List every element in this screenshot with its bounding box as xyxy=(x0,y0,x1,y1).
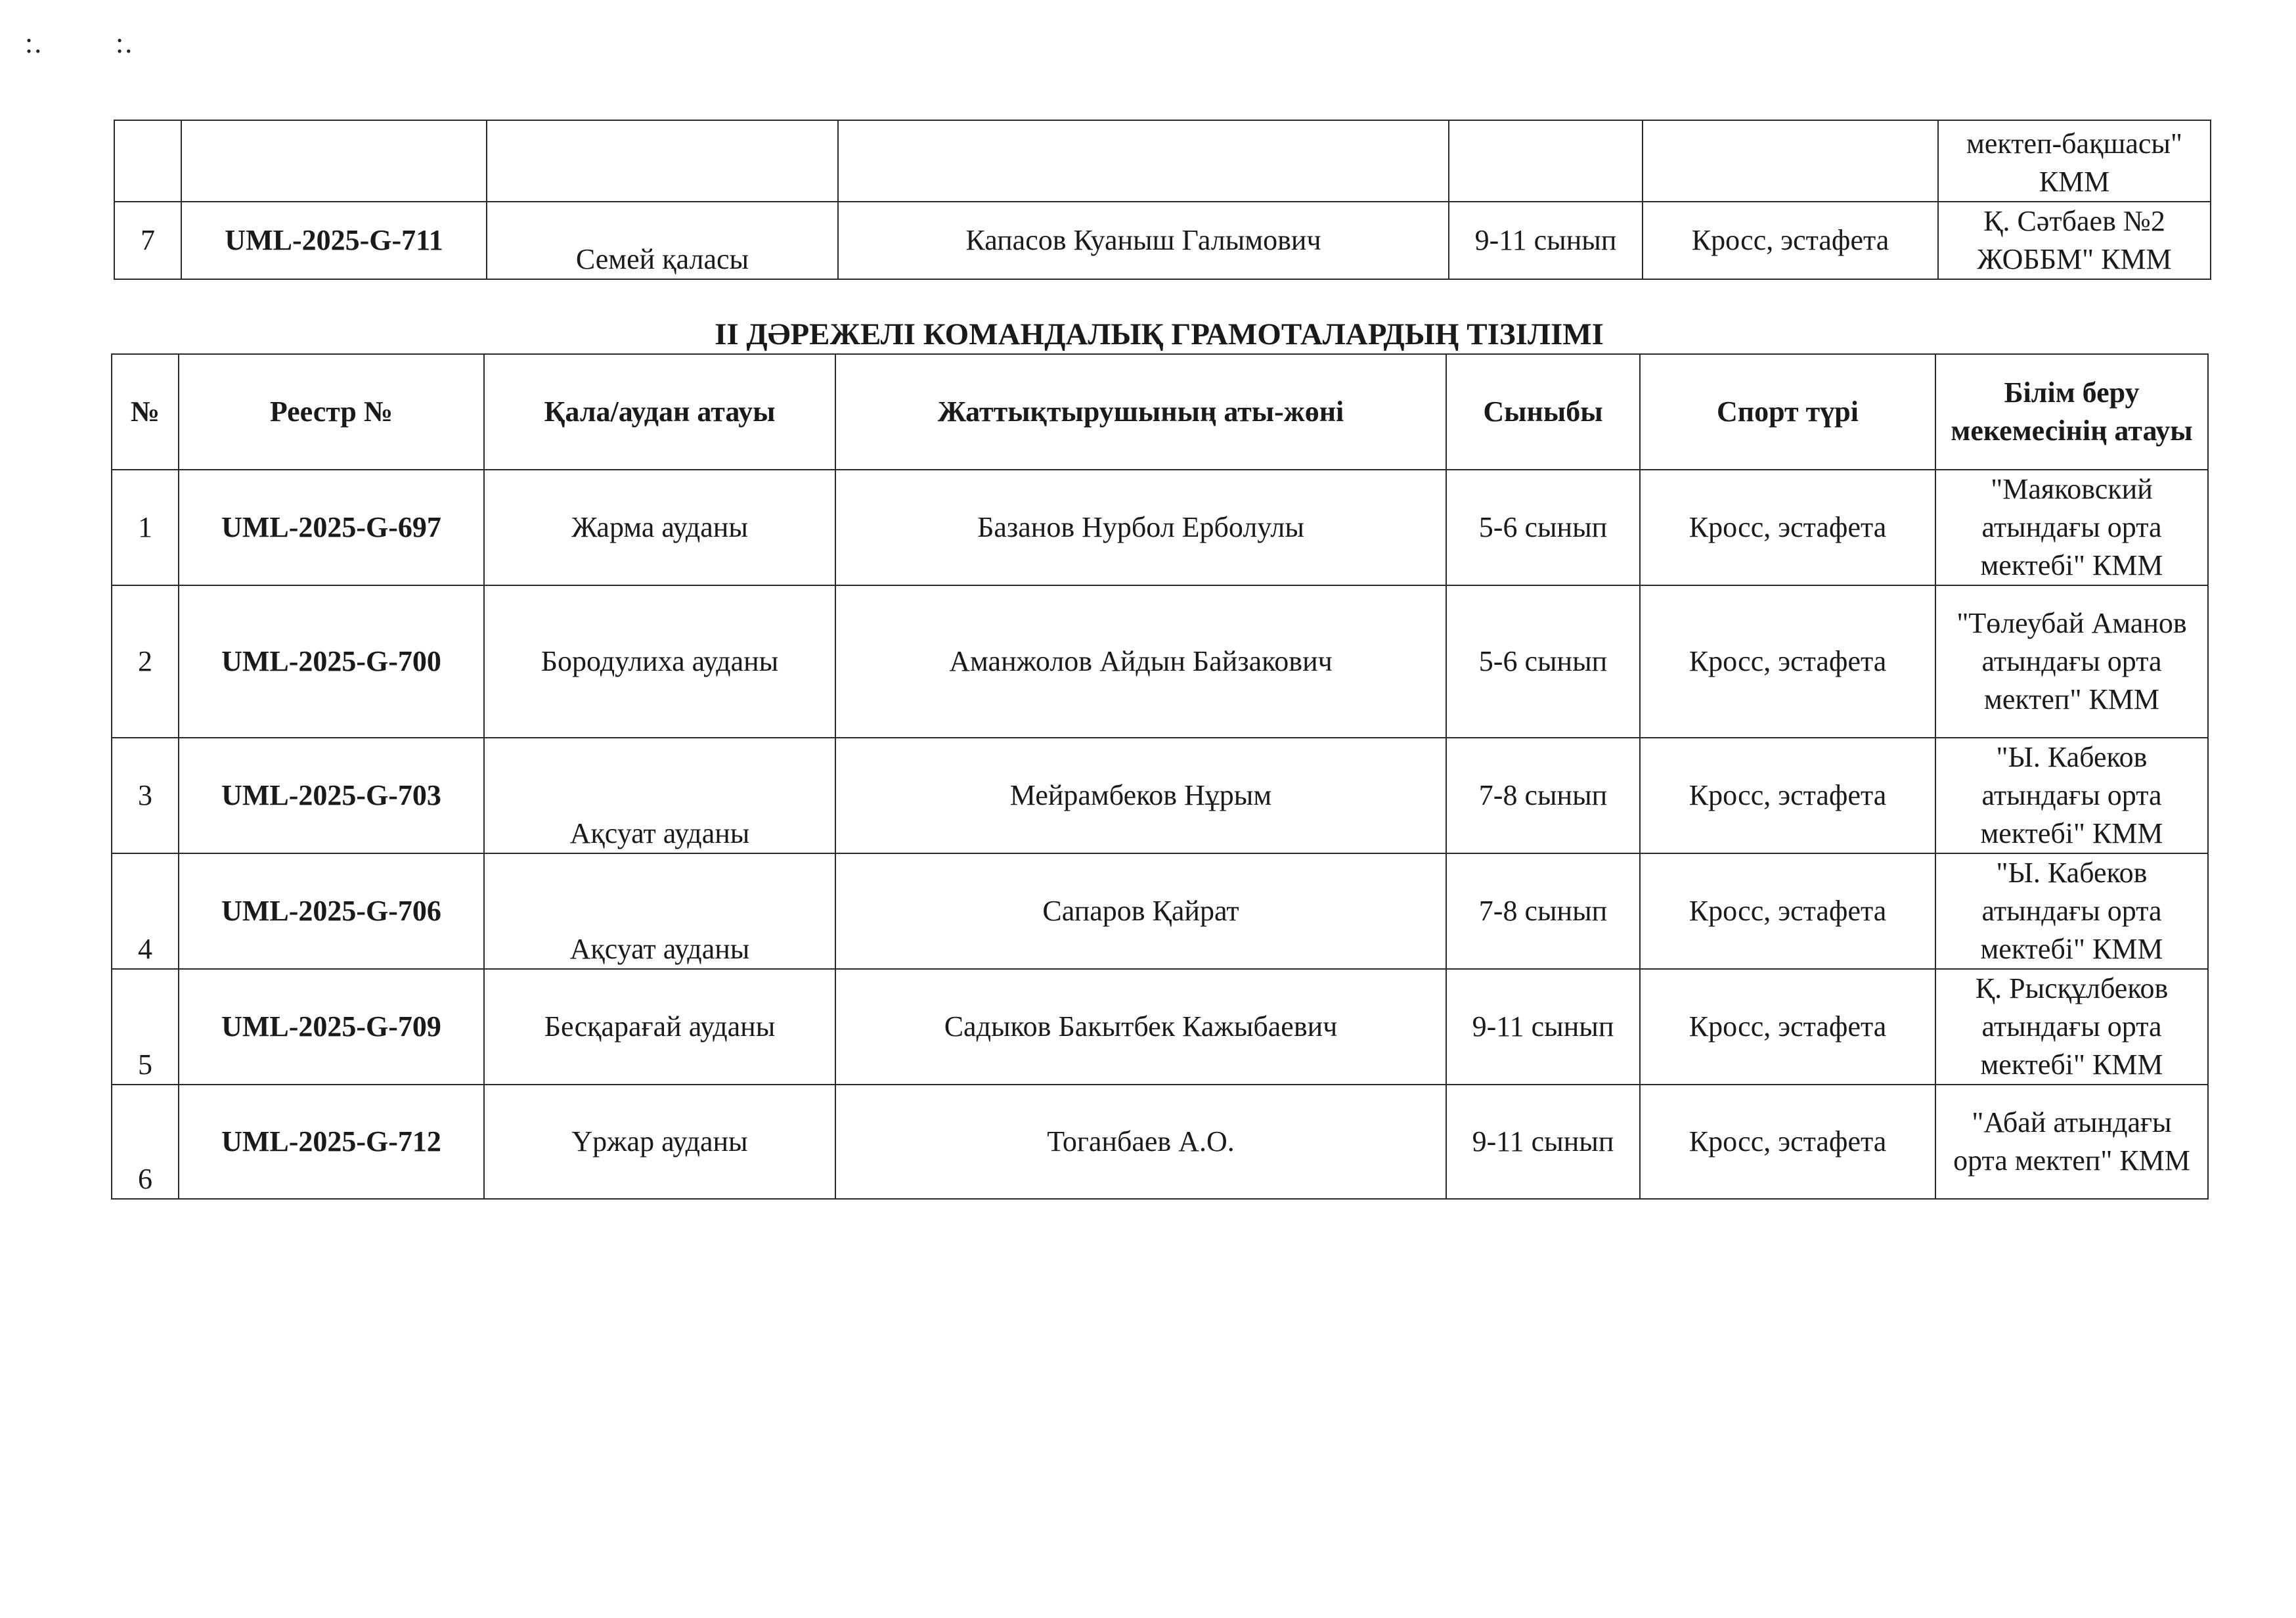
cell-sport: Кросс, эстафета xyxy=(1640,1085,1935,1199)
cell-grade: 5-6 сынып xyxy=(1446,470,1640,585)
cell-registry: UML-2025-G-703 xyxy=(179,738,484,853)
cell-district: Семей қаласы xyxy=(487,202,838,279)
cell-school: "Төлеубай Аманов атындағы орта мектеп" КММ xyxy=(1935,585,2208,738)
cell-num: 5 xyxy=(112,969,179,1085)
header-district: Қала/аудан атауы xyxy=(484,354,835,470)
cell-registry: UML-2025-G-706 xyxy=(179,853,484,969)
cell-grade: 5-6 сынып xyxy=(1446,585,1640,738)
header-sport: Спорт түрі xyxy=(1640,354,1935,470)
cell-school: мектеп-бақшасы" КММ xyxy=(1938,120,2211,202)
cell-num: 7 xyxy=(114,202,181,279)
cell-district: Үржар ауданы xyxy=(484,1085,835,1199)
cell-school: "Абай атындағы орта мектеп" КММ xyxy=(1935,1085,2208,1199)
cell-sport: Кросс, эстафета xyxy=(1640,738,1935,853)
cell-grade: 9-11 сынып xyxy=(1446,1085,1640,1199)
cell-school: Қ. Рысқұлбеков атындағы орта мектебі" КММ xyxy=(1935,969,2208,1085)
cell-coach xyxy=(838,120,1449,202)
table-row xyxy=(112,853,2208,969)
cell-district: Бесқарағай ауданы xyxy=(484,969,835,1085)
cell-grade: 9-11 сынып xyxy=(1446,969,1640,1085)
cell-district: Ақсуат ауданы xyxy=(484,738,835,853)
cell-coach: Тоганбаев А.О. xyxy=(835,1085,1446,1199)
cell-registry: UML-2025-G-700 xyxy=(179,585,484,738)
cell-coach: Аманжолов Айдын Байзакович xyxy=(835,585,1446,738)
table-row xyxy=(114,202,2211,279)
cell-school: Қ. Сәтбаев №2 ЖОББМ" КММ xyxy=(1938,202,2211,279)
scan-mark-right: :. xyxy=(116,27,134,59)
header-registry: Реестр № xyxy=(179,354,484,470)
table-row xyxy=(112,738,2208,853)
carry-over-row xyxy=(114,120,2211,202)
cell-grade xyxy=(1449,120,1643,202)
cell-registry: UML-2025-G-697 xyxy=(179,470,484,585)
cell-coach: Базанов Нурбол Ерболулы xyxy=(835,470,1446,585)
cell-coach: Капасов Куаныш Галымович xyxy=(838,202,1449,279)
cell-registry: UML-2025-G-711 xyxy=(181,202,487,279)
cell-num: 3 xyxy=(112,738,179,853)
cell-sport: Кросс, эстафета xyxy=(1640,470,1935,585)
continued-table xyxy=(114,120,2211,280)
cell-district: Бородулиха ауданы xyxy=(484,585,835,738)
registry-table xyxy=(111,353,2209,1200)
table-row xyxy=(112,585,2208,738)
header-num: № xyxy=(112,354,179,470)
cell-registry: UML-2025-G-712 xyxy=(179,1085,484,1199)
cell-num: 6 xyxy=(112,1085,179,1199)
header-school: Білім беру мекемесінің атауы xyxy=(1935,354,2208,470)
cell-coach: Садыков Бакытбек Кажыбаевич xyxy=(835,969,1446,1085)
cell-district xyxy=(487,120,838,202)
cell-sport: Кросс, эстафета xyxy=(1643,202,1938,279)
cell-district: Жарма ауданы xyxy=(484,470,835,585)
cell-sport: Кросс, эстафета xyxy=(1640,585,1935,738)
cell-registry: UML-2025-G-709 xyxy=(179,969,484,1085)
header-coach: Жаттықтырушының аты-жөні xyxy=(835,354,1446,470)
cell-num xyxy=(114,120,181,202)
table-row xyxy=(112,1085,2208,1199)
cell-school: "Маяковский атындағы орта мектебі" КММ xyxy=(1935,470,2208,585)
cell-num: 4 xyxy=(112,853,179,969)
cell-district: Ақсуат ауданы xyxy=(484,853,835,969)
cell-grade: 7-8 сынып xyxy=(1446,738,1640,853)
table-row xyxy=(112,470,2208,585)
cell-num: 1 xyxy=(112,470,179,585)
cell-school: "Ы. Кабеков атындағы орта мектебі" КММ xyxy=(1935,738,2208,853)
cell-grade: 7-8 сынып xyxy=(1446,853,1640,969)
cell-coach: Сапаров Қайрат xyxy=(835,853,1446,969)
cell-sport: Кросс, эстафета xyxy=(1640,853,1935,969)
cell-grade: 9-11 сынып xyxy=(1449,202,1643,279)
header-grade: Сыныбы xyxy=(1446,354,1640,470)
cell-registry xyxy=(181,120,487,202)
table-row xyxy=(112,969,2208,1085)
cell-sport: Кросс, эстафета xyxy=(1640,969,1935,1085)
cell-coach: Мейрамбеков Нұрым xyxy=(835,738,1446,853)
cell-num: 2 xyxy=(112,585,179,738)
scan-mark-left: :. xyxy=(25,27,43,59)
section-title: II ДӘРЕЖЕЛІ КОМАНДАЛЫҚ ГРАМОТАЛАРДЫҢ ТІЗІЛІМІ xyxy=(715,317,1604,351)
header-row xyxy=(112,354,2208,470)
cell-sport xyxy=(1643,120,1938,202)
cell-school: "Ы. Кабеков атындағы орта мектебі" КММ xyxy=(1935,853,2208,969)
